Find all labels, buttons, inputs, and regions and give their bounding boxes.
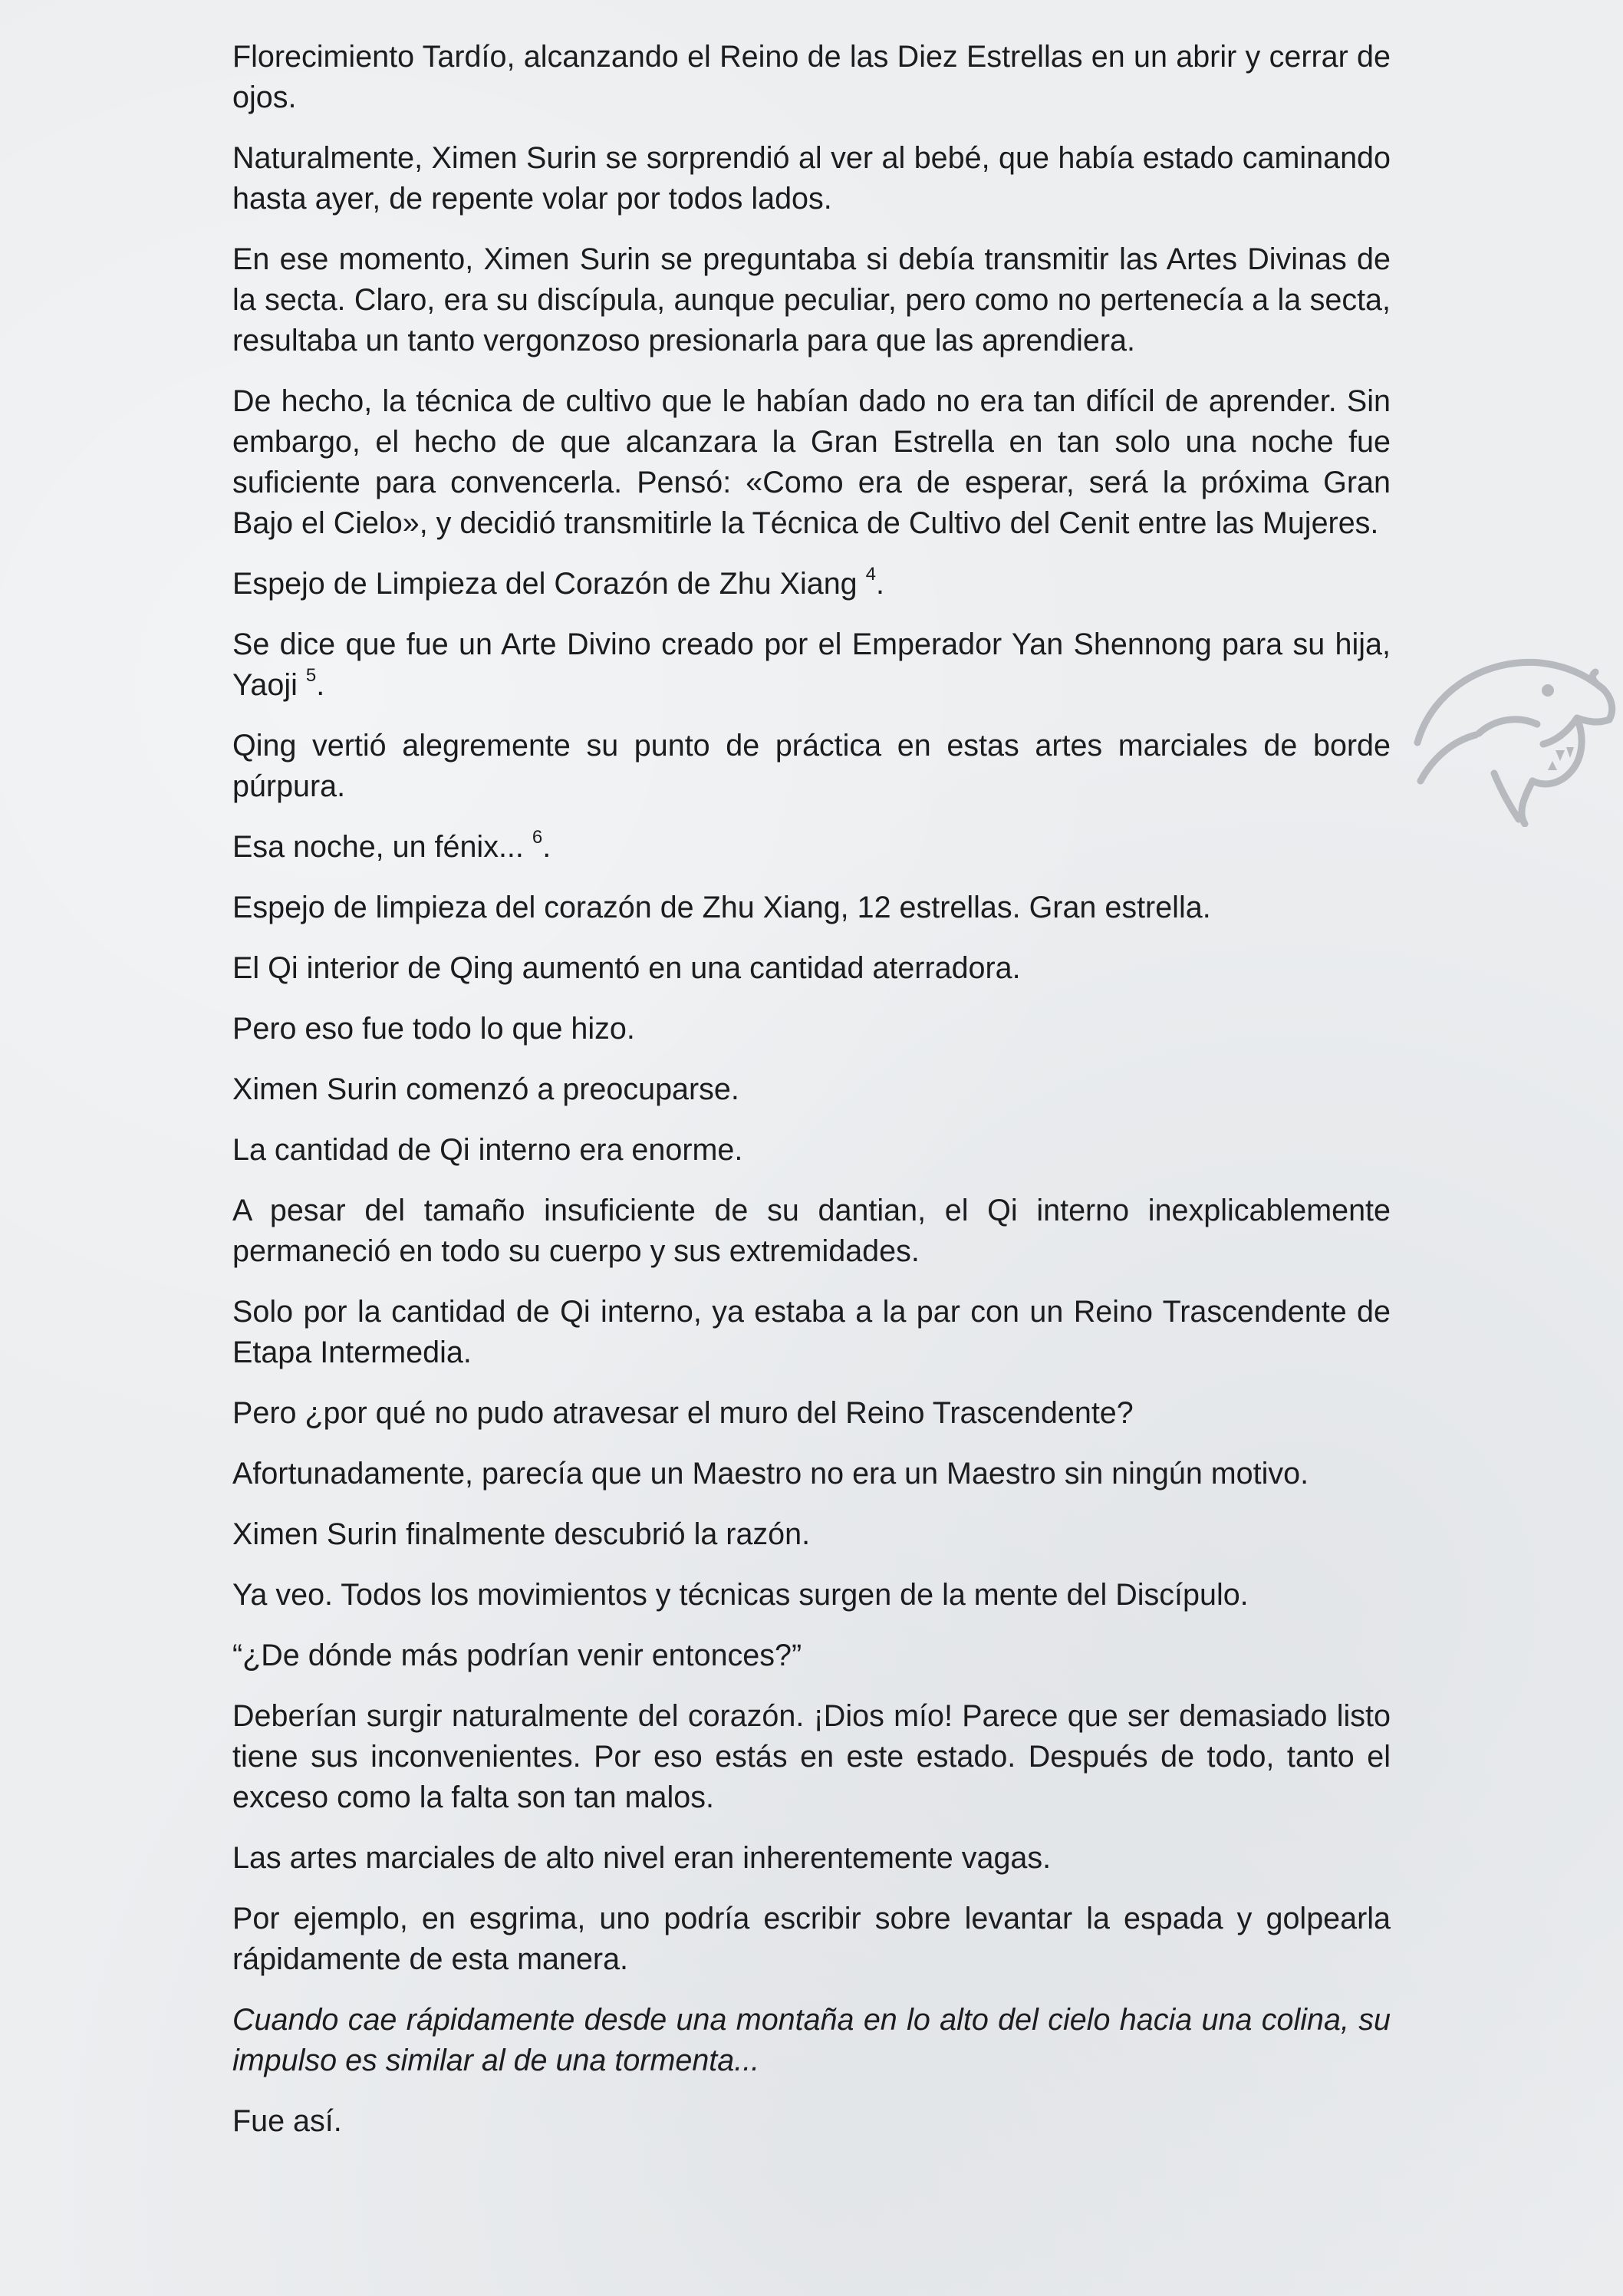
paragraph-end: . bbox=[875, 567, 884, 601]
paragraph: “¿De dónde más podrían venir entonces?” bbox=[232, 1639, 802, 1672]
paragraph bbox=[232, 827, 1391, 868]
paragraph: Florecimiento Tardío, alcanzando el Reino de las Diez Estrellas en un abrir y cerrar de ojos. bbox=[232, 40, 1391, 114]
paragraph-text: Espejo de Limpieza del Corazón de Zhu Xiang bbox=[232, 567, 866, 601]
footnote-marker[interactable]: 4 bbox=[865, 563, 876, 585]
paragraph-text: Esa noche, un fénix... bbox=[232, 830, 532, 864]
paragraph: Naturalmente, Ximen Surin se sorprendió al ver al bebé, que había estado caminando hasta ayer, de repente volar por todos lados. bbox=[232, 141, 1391, 216]
paragraph: Ya veo. Todos los movimientos y técnicas surgen de la mente del Discípulo. bbox=[232, 1578, 1249, 1612]
paragraph: Deberían surgir naturalmente del corazón. ¡Dios mío! Parece que ser demasiado listo tiene sus inconvenientes. Por eso estás en este estado. Después de todo, tanto el exceso como la falta son tan malos. bbox=[232, 1699, 1391, 1814]
paragraph: A pesar del tamaño insuficiente de su dantian, el Qi interno inexplicablemente permaneció en todo su cuerpo y sus extremidades. bbox=[232, 1194, 1391, 1268]
paragraph: De hecho, la técnica de cultivo que le habían dado no era tan difícil de aprender. Sin embargo, el hecho de que alcanzara la Gran Estrella en tan solo una noche fue suficiente para convencerla. Pensó: «Como era de esperar, será la próxima Gran Bajo el Cielo», y decidió transmitirle la Técnica de Cultivo del Cenit entre las Mujeres. bbox=[232, 384, 1391, 540]
paragraph: Pero eso fue todo lo que hizo. bbox=[232, 1012, 635, 1046]
paragraph: Ximen Surin finalmente descubrió la razón. bbox=[232, 1517, 811, 1551]
paragraph: Espejo de limpieza del corazón de Zhu Xiang, 12 estrellas. Gran estrella. bbox=[232, 891, 1211, 924]
paragraph: Pero ¿por qué no pudo atravesar el muro del Reino Trascendente? bbox=[232, 1396, 1134, 1430]
paragraph bbox=[232, 564, 1391, 604]
document-page bbox=[232, 37, 1391, 2162]
paragraph: Por ejemplo, en esgrima, uno podría escribir sobre levantar la espada y golpearla rápidamente de esta manera. bbox=[232, 1902, 1391, 1976]
footnote-marker[interactable]: 5 bbox=[305, 664, 317, 686]
paragraph-end: . bbox=[542, 830, 551, 864]
paragraph: En ese momento, Ximen Surin se preguntaba si debía transmitir las Artes Divinas de la secta. Claro, era su discípula, aunque peculiar, pero como no pertenecía a la secta, resultaba un tanto vergonzoso presionarla para que las aprendiera. bbox=[232, 242, 1391, 357]
paragraph: Solo por la cantidad de Qi interno, ya estaba a la par con un Reino Trascendente de Etapa Intermedia. bbox=[232, 1295, 1391, 1369]
paragraph-text: Se dice que fue un Arte Divino creado por el Emperador Yan Shennong para su hija, Yaoji bbox=[232, 628, 1391, 702]
paragraph: Qing vertió alegremente su punto de práctica en estas artes marciales de borde púrpura. bbox=[232, 729, 1391, 803]
footnote-marker[interactable]: 6 bbox=[532, 826, 543, 848]
paragraph: Ximen Surin comenzó a preocuparse. bbox=[232, 1072, 739, 1106]
paragraph-end: . bbox=[316, 668, 325, 702]
paragraph: El Qi interior de Qing aumentó en una cantidad aterradora. bbox=[232, 951, 1021, 985]
paragraph: Afortunadamente, parecía que un Maestro no era un Maestro sin ningún motivo. bbox=[232, 1457, 1309, 1491]
dinosaur-head-icon bbox=[1402, 635, 1623, 827]
paragraph: Fue así. bbox=[232, 2104, 342, 2138]
paragraph bbox=[232, 624, 1391, 706]
paragraph: La cantidad de Qi interno era enorme. bbox=[232, 1133, 743, 1167]
paragraph: Las artes marciales de alto nivel eran inherentemente vagas. bbox=[232, 1841, 1052, 1875]
paragraph-italic: Cuando cae rápidamente desde una montaña en lo alto del cielo hacia una colina, su impulso es similar al de una tormenta... bbox=[232, 2003, 1391, 2077]
